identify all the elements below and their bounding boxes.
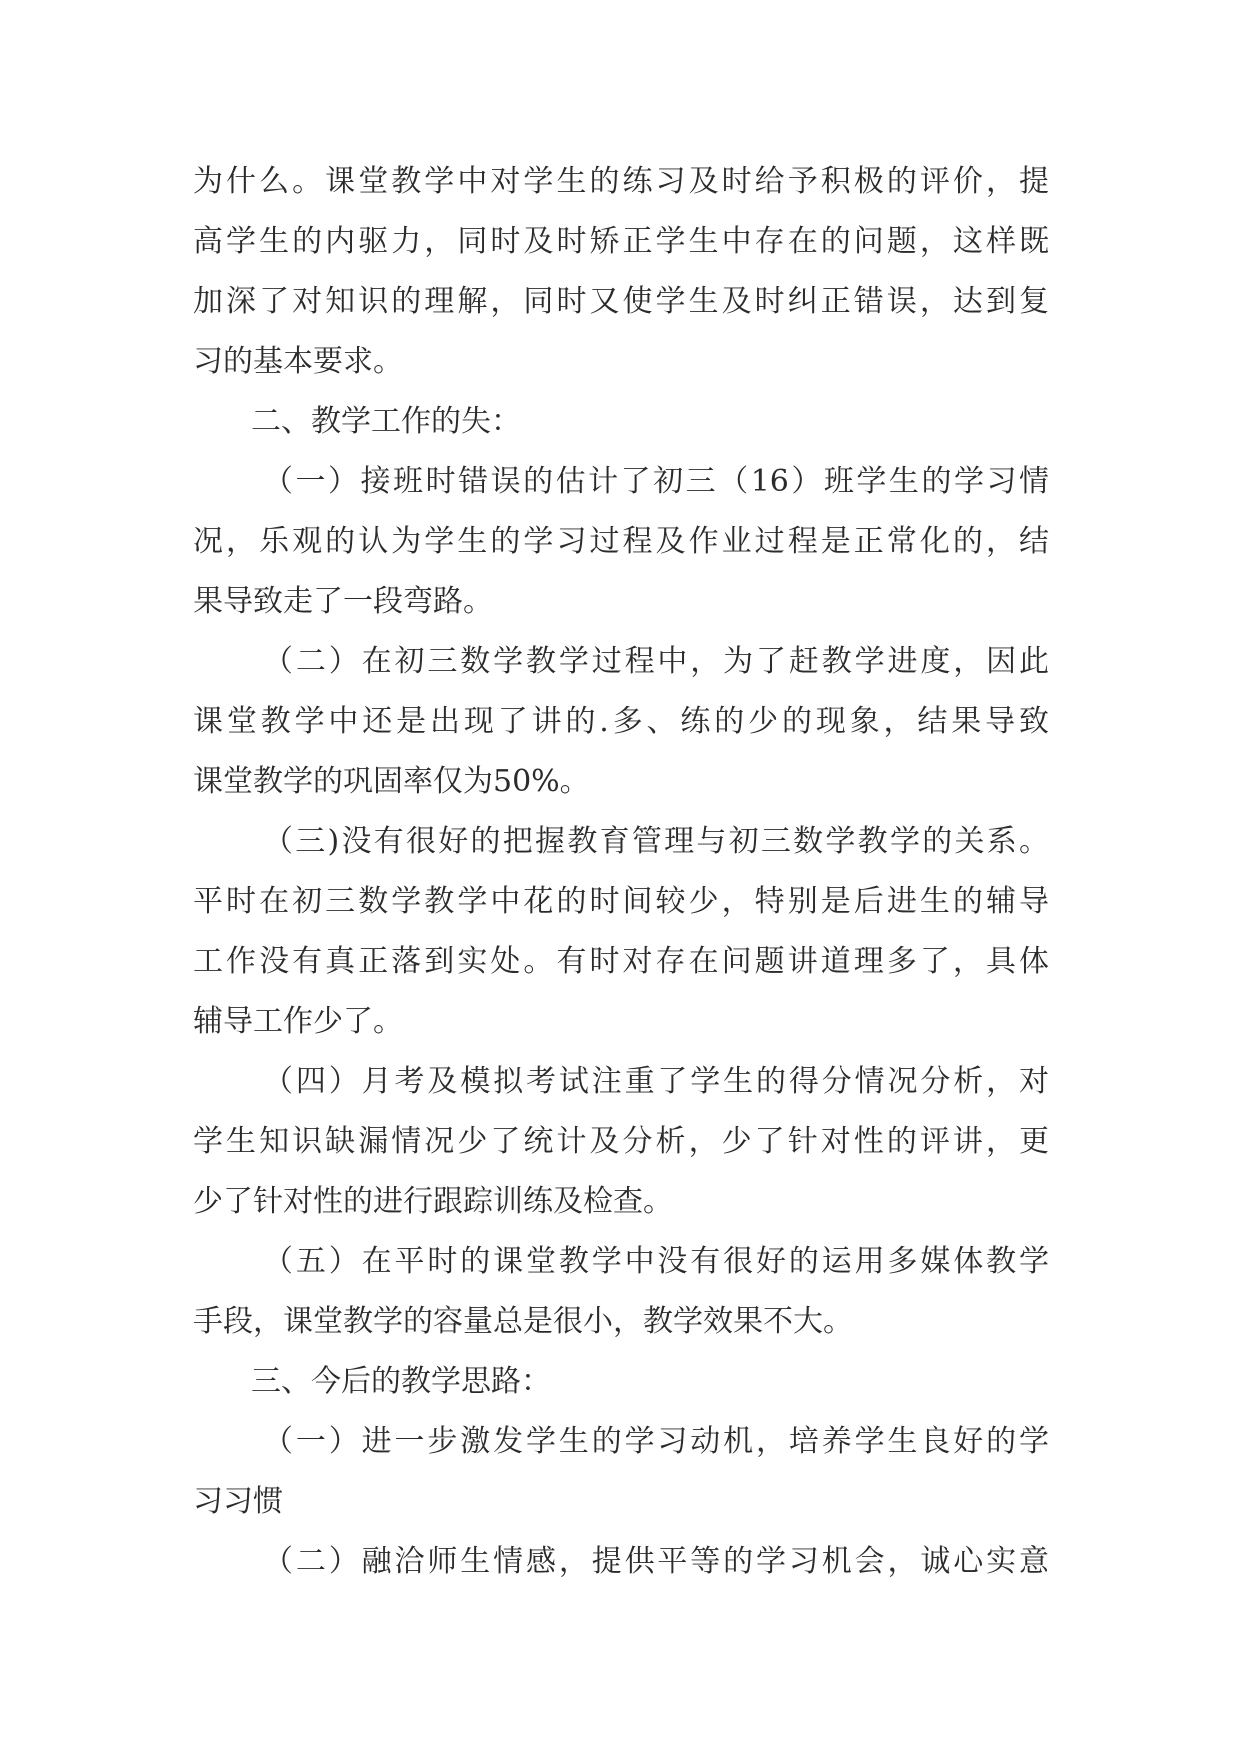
paragraph-line: 辅导工作少了。	[193, 1004, 403, 1039]
paragraph-line: 果导致走了一段弯路。	[193, 584, 493, 619]
paragraph-line: 高学生的内驱力，同时及时矫正学生中存在的问题，这样既	[193, 224, 1049, 259]
paragraph-line: 课堂教学中还是出现了讲的.多、练的少的现象，结果导致	[193, 704, 1049, 739]
paragraph-line: 平时在初三数学教学中花的时间较少，特别是后进生的辅导	[193, 884, 1049, 919]
paragraph-line: 手段，课堂教学的容量总是很小，教学效果不大。	[193, 1304, 853, 1339]
paragraph-line: （五）在平时的课堂教学中没有很好的运用多媒体教学	[263, 1244, 1049, 1279]
section-heading: 二、教学工作的失：	[251, 404, 521, 439]
paragraph-line: 况，乐观的认为学生的学习过程及作业过程是正常化的，结	[193, 524, 1049, 559]
document-page	[193, 152, 1049, 1592]
paragraph-line: 学生知识缺漏情况少了统计及分析，少了针对性的评讲，更	[193, 1124, 1049, 1159]
paragraph-line: 为什么。课堂教学中对学生的练习及时给予积极的评价，提	[193, 164, 1049, 199]
paragraph-line: （一）进一步激发学生的学习动机，培养学生良好的学	[263, 1424, 1049, 1459]
paragraph-line: 课堂教学的巩固率仅为50%。	[193, 764, 590, 799]
section-heading: 三、今后的教学思路：	[251, 1364, 551, 1399]
paragraph-line: （二）在初三数学教学过程中，为了赶教学进度，因此	[263, 644, 1049, 679]
paragraph-line: 习的基本要求。	[193, 344, 403, 379]
paragraph-line: （一）接班时错误的估计了初三（16）班学生的学习情	[263, 464, 1049, 499]
paragraph-line: （四）月考及模拟考试注重了学生的得分情况分析，对	[263, 1064, 1049, 1099]
paragraph-line: 习习惯	[193, 1484, 283, 1519]
paragraph-line: 工作没有真正落到实处。有时对存在问题讲道理多了，具体	[193, 944, 1049, 979]
paragraph-line: （三)没有很好的把握教育管理与初三数学教学的关系。	[263, 824, 1049, 859]
paragraph-line: （二）融洽师生情感，提供平等的学习机会，诚心实意	[263, 1544, 1049, 1579]
paragraph-line: 少了针对性的进行跟踪训练及检查。	[193, 1184, 673, 1219]
paragraph-line: 加深了对知识的理解，同时又使学生及时纠正错误，达到复	[193, 284, 1049, 319]
